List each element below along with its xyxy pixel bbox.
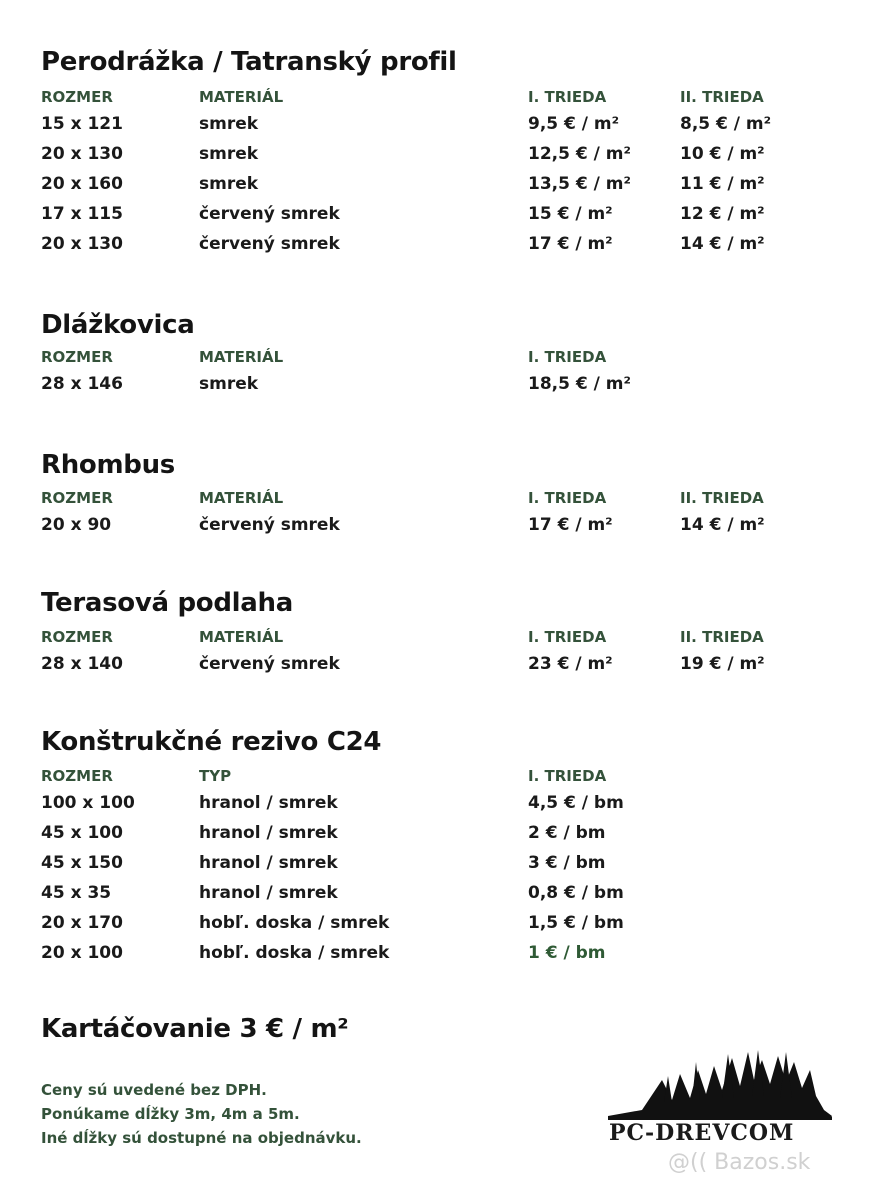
row-price-1: 18,5 € / m² — [528, 374, 631, 394]
row-material: červený smrek — [199, 654, 340, 674]
row-type: hobľ. doska / smrek — [199, 943, 390, 963]
row-material: červený smrek — [199, 234, 340, 254]
row-material: smrek — [199, 174, 259, 194]
header-rozmer: ROZMER — [41, 767, 113, 785]
header-rozmer: ROZMER — [41, 88, 113, 106]
row-material: červený smrek — [199, 515, 340, 535]
row-price-1: 1,5 € / bm — [528, 913, 624, 933]
row-size: 28 x 140 — [41, 654, 123, 674]
table-row — [41, 374, 841, 404]
row-size: 20 x 160 — [41, 174, 123, 194]
section-title: Rhombus — [41, 450, 175, 480]
header-trieda-2: II. TRIEDA — [680, 88, 764, 106]
section-title: Konštrukčné rezivo C24 — [41, 727, 382, 757]
row-price-2: 19 € / m² — [680, 654, 765, 674]
table-row — [41, 234, 841, 264]
header-typ: TYP — [199, 767, 232, 785]
row-material: smrek — [199, 114, 259, 134]
header-material: MATERIÁL — [199, 489, 284, 507]
row-price-1: 0,8 € / bm — [528, 883, 624, 903]
row-price-2: 12 € / m² — [680, 204, 765, 224]
watermark-icon: @(( — [668, 1150, 708, 1175]
table-header — [41, 767, 841, 793]
row-price-1: 13,5 € / m² — [528, 174, 631, 194]
notes — [41, 1078, 362, 1150]
row-price-2: 14 € / m² — [680, 515, 765, 535]
table-row — [41, 144, 841, 174]
table-row — [41, 654, 841, 684]
row-size: 20 x 100 — [41, 943, 123, 963]
table-row — [41, 515, 841, 545]
row-price-1: 15 € / m² — [528, 204, 613, 224]
row-size: 20 x 90 — [41, 515, 112, 535]
header-rozmer: ROZMER — [41, 628, 113, 646]
table-row — [41, 204, 841, 234]
table-header — [41, 88, 841, 114]
section-dlazkovica — [41, 309, 841, 404]
section-title: Dlážkovica — [41, 310, 195, 340]
section-title: Terasová podlaha — [41, 588, 293, 618]
header-trieda-2: II. TRIEDA — [680, 628, 764, 646]
row-price-1: 2 € / bm — [528, 823, 606, 843]
row-size: 28 x 146 — [41, 374, 123, 394]
row-material: smrek — [199, 374, 259, 394]
header-material: MATERIÁL — [199, 88, 284, 106]
table-header — [41, 489, 841, 515]
table-row — [41, 114, 841, 144]
row-price-1: 17 € / m² — [528, 234, 613, 254]
row-size: 100 x 100 — [41, 793, 135, 813]
header-trieda-1: I. TRIEDA — [528, 88, 607, 106]
row-price-1: 9,5 € / m² — [528, 114, 620, 134]
table-row — [41, 853, 841, 883]
row-size: 17 x 115 — [41, 204, 123, 224]
header-rozmer: ROZMER — [41, 489, 113, 507]
header-trieda-1: I. TRIEDA — [528, 767, 607, 785]
header-material: MATERIÁL — [199, 348, 284, 366]
row-price-1: 23 € / m² — [528, 654, 613, 674]
row-price-2: 11 € / m² — [680, 174, 765, 194]
section-rhombus — [41, 449, 841, 545]
section-terasova-podlaha — [41, 587, 841, 684]
note-line: Ceny sú uvedené bez DPH. — [41, 1081, 267, 1099]
watermark-text: Bazos.sk — [714, 1150, 811, 1175]
row-size: 45 x 100 — [41, 823, 123, 843]
section-perodrazka — [41, 46, 841, 264]
row-type: hranol / smrek — [199, 883, 338, 903]
row-price-2: 10 € / m² — [680, 144, 765, 164]
row-price-1: 1 € / bm — [528, 943, 606, 963]
row-material: smrek — [199, 144, 259, 164]
table-header — [41, 628, 841, 654]
table-row — [41, 823, 841, 853]
section-konstrukcne-rezivo — [41, 726, 841, 973]
row-price-2: 8,5 € / m² — [680, 114, 772, 134]
header-rozmer: ROZMER — [41, 348, 113, 366]
row-size: 45 x 35 — [41, 883, 112, 903]
row-material: červený smrek — [199, 204, 340, 224]
table-row — [41, 943, 841, 973]
note-line: Iné dĺžky sú dostupné na objednávku. — [41, 1129, 362, 1147]
row-type: hranol / smrek — [199, 823, 338, 843]
header-trieda-1: I. TRIEDA — [528, 489, 607, 507]
brushing-price: Kartáčovanie 3 € / m² — [41, 1014, 349, 1044]
table-row — [41, 883, 841, 913]
row-price-1: 4,5 € / bm — [528, 793, 624, 813]
row-price-1: 3 € / bm — [528, 853, 606, 873]
header-trieda-1: I. TRIEDA — [528, 348, 607, 366]
table-row — [41, 913, 841, 943]
row-price-1: 12,5 € / m² — [528, 144, 631, 164]
table-row — [41, 793, 841, 823]
table-row — [41, 174, 841, 204]
row-size: 20 x 170 — [41, 913, 123, 933]
header-material: MATERIÁL — [199, 628, 284, 646]
row-type: hranol / smrek — [199, 793, 338, 813]
section-title: Perodrážka / Tatranský profil — [41, 47, 457, 77]
logo-name: PC-DREVCOM — [609, 1120, 795, 1146]
row-size: 15 x 121 — [41, 114, 123, 134]
watermark — [668, 1150, 810, 1175]
table-header — [41, 348, 841, 374]
row-size: 20 x 130 — [41, 234, 123, 254]
row-type: hobľ. doska / smrek — [199, 913, 390, 933]
header-trieda-1: I. TRIEDA — [528, 628, 607, 646]
row-size: 20 x 130 — [41, 144, 123, 164]
row-price-1: 17 € / m² — [528, 515, 613, 535]
header-trieda-2: II. TRIEDA — [680, 489, 764, 507]
row-size: 45 x 150 — [41, 853, 123, 873]
row-type: hranol / smrek — [199, 853, 338, 873]
row-price-2: 14 € / m² — [680, 234, 765, 254]
note-line: Ponúkame dĺžky 3m, 4m a 5m. — [41, 1105, 300, 1123]
